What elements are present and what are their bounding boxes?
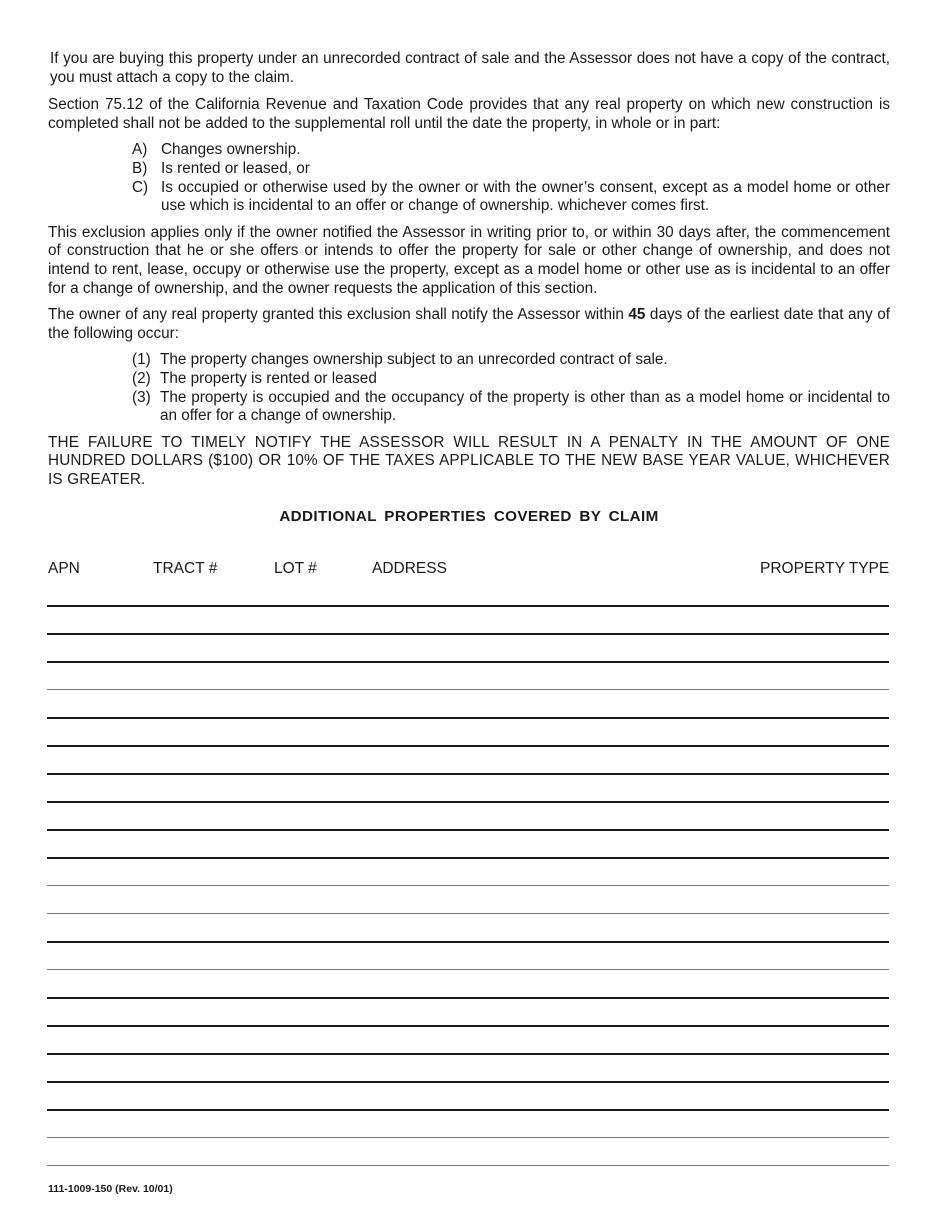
entry-line[interactable] <box>47 1109 889 1111</box>
list-item-text: The property is rented or leased <box>160 369 377 387</box>
notify-text-before: The owner of any real property granted this exclusion shall notify the Assessor within <box>48 306 629 324</box>
column-apn: APN <box>48 560 80 577</box>
entry-line[interactable] <box>47 605 889 607</box>
entry-line[interactable] <box>47 1137 889 1138</box>
list-item <box>132 389 890 426</box>
entry-line[interactable] <box>47 885 889 886</box>
section-75-12-paragraph: Section 75.12 of the California Revenue and Taxation Code provides that any real property on which new construction is completed shall not be added to the supplemental roll until the date the property, in whole or in part: <box>48 96 890 132</box>
conditions-list <box>132 141 890 215</box>
additional-properties-heading: ADDITIONAL PROPERTIES COVERED BY CLAIM <box>279 508 659 526</box>
list-marker: (2) <box>132 369 151 387</box>
entry-line[interactable] <box>47 913 889 914</box>
contract-copy-paragraph: If you are buying this property under an unrecorded contract of sale and the Assessor does not have a copy of the contract, you must attach a copy to the claim. <box>50 50 890 86</box>
notify-text-after: days of the earliest date that any of the following occur: <box>48 306 890 342</box>
list-item <box>132 179 890 216</box>
entry-line[interactable] <box>47 1165 889 1166</box>
entry-line[interactable] <box>47 1025 889 1027</box>
list-marker: (3) <box>132 388 151 406</box>
occurrences-list <box>132 351 890 425</box>
list-item <box>132 370 890 389</box>
list-item-text: The property is occupied and the occupancy of the property is other than as a model home or incidental to an offer for a change of ownership. <box>160 388 890 425</box>
entry-line[interactable] <box>47 1053 889 1055</box>
entry-line[interactable] <box>47 857 889 859</box>
column-headers <box>0 560 950 584</box>
entry-line[interactable] <box>47 689 889 690</box>
entry-line[interactable] <box>47 801 889 803</box>
entry-line[interactable] <box>47 969 889 970</box>
list-item-text: Changes ownership. <box>161 141 301 159</box>
entry-line[interactable] <box>47 997 889 999</box>
list-item-text: Is rented or leased, or <box>161 159 310 177</box>
entry-line[interactable] <box>47 773 889 775</box>
column-property-type: PROPERTY TYPE <box>760 560 890 577</box>
column-address: ADDRESS <box>372 560 447 577</box>
form-page <box>48 50 890 525</box>
entry-line[interactable] <box>47 1081 889 1083</box>
list-item <box>132 160 890 179</box>
column-tract: TRACT # <box>153 560 218 577</box>
penalty-paragraph: THE FAILURE TO TIMELY NOTIFY THE ASSESSOR WILL RESULT IN A PENALTY IN THE AMOUNT OF ONE HUNDRED DOLLARS ($100) OR 10% OF THE TAXES APPLICABLE TO THE NEW BASE YEAR VALUE, WHICHEVER IS GREATER. <box>48 433 890 488</box>
list-item <box>132 351 890 370</box>
entry-line[interactable] <box>47 661 889 663</box>
list-marker: A) <box>132 141 148 159</box>
list-item-text: The property changes ownership subject to an unrecorded contract of sale. <box>160 351 668 369</box>
list-marker: B) <box>132 159 148 177</box>
entry-line[interactable] <box>47 633 889 635</box>
entry-line[interactable] <box>47 941 889 943</box>
notify-days: 45 <box>628 306 646 324</box>
entry-line[interactable] <box>47 745 889 747</box>
list-item-text: Is occupied or otherwise used by the owner or with the owner’s consent, except as a model home or other use which is incidental to an offer or change of ownership. whichever comes first. <box>161 178 890 215</box>
list-item <box>132 141 890 160</box>
entry-line[interactable] <box>47 829 889 831</box>
exclusion-paragraph: This exclusion applies only if the owner notified the Assessor in writing prior to, or within 30 days after, the commencement of construction that he or she offers or intends to offer the property for sale or other change of ownership, and does not intend to rent, lease, occupy or otherwise use the property, except as a model home or other use as is incidental to an offer for a change of ownership, and the owner requests the application of this section. <box>48 223 890 297</box>
notify-paragraph <box>48 306 890 343</box>
column-lot: LOT # <box>274 560 317 577</box>
form-number: 111-1009-150 (Rev. 10/01) <box>48 1183 173 1195</box>
list-marker: C) <box>132 178 149 196</box>
list-marker: (1) <box>132 351 151 369</box>
entry-line[interactable] <box>47 717 889 719</box>
